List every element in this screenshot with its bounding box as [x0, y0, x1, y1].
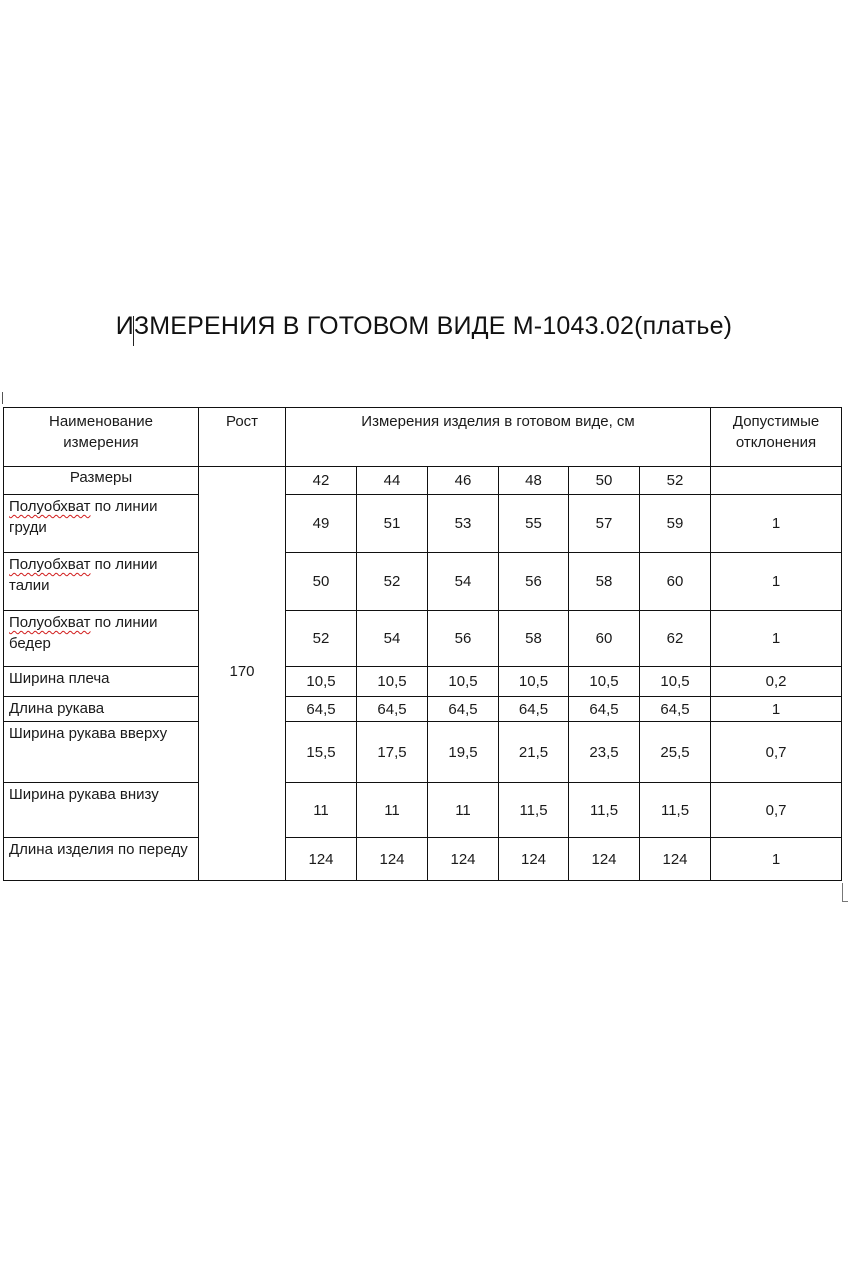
value-cell: 124 — [499, 838, 569, 881]
table-row — [4, 611, 842, 667]
growth-value: 170 — [199, 467, 286, 881]
value-cell: 124 — [640, 838, 711, 881]
value-cell: 124 — [357, 838, 428, 881]
row-label: Длина рукава — [4, 697, 199, 722]
row-label: Длина изделия по переду — [4, 838, 199, 881]
row-label — [4, 611, 199, 667]
value-cell: 11,5 — [499, 783, 569, 838]
value-cell: 52 — [357, 553, 428, 611]
value-cell: 10,5 — [357, 667, 428, 697]
value-cell: 62 — [640, 611, 711, 667]
size-cell: 50 — [569, 467, 640, 495]
value-cell: 10,5 — [640, 667, 711, 697]
table-row — [4, 553, 842, 611]
header-growth: Рост — [199, 408, 286, 467]
tolerance-cell: 1 — [711, 553, 842, 611]
tolerance-cell: 1 — [711, 697, 842, 722]
size-cell: 48 — [499, 467, 569, 495]
row-label — [4, 495, 199, 553]
sizes-row — [4, 467, 842, 495]
value-cell: 10,5 — [428, 667, 499, 697]
value-cell: 56 — [499, 553, 569, 611]
page-title: ИЗМЕРЕНИЯ В ГОТОВОМ ВИДЕ М-1043.02(платье) — [115, 312, 733, 340]
sizes-label: Размеры — [4, 467, 199, 495]
value-cell: 59 — [640, 495, 711, 553]
table-row — [4, 667, 842, 697]
size-cell: 46 — [428, 467, 499, 495]
value-cell: 124 — [428, 838, 499, 881]
size-cell: 52 — [640, 467, 711, 495]
value-cell: 124 — [286, 838, 357, 881]
value-cell: 52 — [286, 611, 357, 667]
tolerance-cell: 0,2 — [711, 667, 842, 697]
header-measurements: Измерения изделия в готовом виде, см — [286, 408, 711, 467]
value-cell: 60 — [569, 611, 640, 667]
value-cell: 10,5 — [499, 667, 569, 697]
table-row — [4, 722, 842, 783]
value-cell: 64,5 — [357, 697, 428, 722]
value-cell: 56 — [428, 611, 499, 667]
value-cell: 54 — [357, 611, 428, 667]
row-label — [4, 553, 199, 611]
value-cell: 25,5 — [640, 722, 711, 783]
row-label-rest: по линии талии — [9, 556, 158, 594]
header-tolerance: Допустимые отклонения — [711, 408, 842, 467]
value-cell: 58 — [569, 553, 640, 611]
row-label: Ширина рукава вверху — [4, 722, 199, 783]
value-cell: 64,5 — [569, 697, 640, 722]
value-cell: 64,5 — [428, 697, 499, 722]
value-cell: 11 — [286, 783, 357, 838]
value-cell: 50 — [286, 553, 357, 611]
value-cell: 11 — [428, 783, 499, 838]
row-label-spellcheck-word: Полуобхват — [9, 614, 91, 631]
value-cell: 11 — [357, 783, 428, 838]
measurements-table — [3, 407, 842, 881]
row-label-rest: по линии бедер — [9, 614, 158, 652]
value-cell: 19,5 — [428, 722, 499, 783]
tolerance-cell: 1 — [711, 838, 842, 881]
value-cell: 49 — [286, 495, 357, 553]
value-cell: 124 — [569, 838, 640, 881]
value-cell: 58 — [499, 611, 569, 667]
table-row — [4, 838, 842, 881]
size-cell: 42 — [286, 467, 357, 495]
value-cell: 15,5 — [286, 722, 357, 783]
tolerance-cell: 1 — [711, 611, 842, 667]
row-label: Ширина рукава внизу — [4, 783, 199, 838]
table-row — [4, 697, 842, 722]
header-name: Наименование измерения — [4, 408, 199, 467]
value-cell: 53 — [428, 495, 499, 553]
value-cell: 64,5 — [499, 697, 569, 722]
size-cell: 44 — [357, 467, 428, 495]
value-cell: 64,5 — [640, 697, 711, 722]
value-cell: 54 — [428, 553, 499, 611]
page-corner-mark-right — [842, 883, 848, 902]
value-cell: 17,5 — [357, 722, 428, 783]
row-label-rest: по линии груди — [9, 498, 158, 536]
header-row — [4, 408, 842, 467]
value-cell: 21,5 — [499, 722, 569, 783]
value-cell: 10,5 — [569, 667, 640, 697]
tolerance-cell: 0,7 — [711, 783, 842, 838]
tolerance-cell: 1 — [711, 495, 842, 553]
value-cell: 10,5 — [286, 667, 357, 697]
table-row — [4, 495, 842, 553]
table-row — [4, 783, 842, 838]
measurements-sheet — [3, 407, 841, 881]
value-cell: 23,5 — [569, 722, 640, 783]
value-cell: 60 — [640, 553, 711, 611]
value-cell: 57 — [569, 495, 640, 553]
row-label: Ширина плеча — [4, 667, 199, 697]
value-cell: 51 — [357, 495, 428, 553]
value-cell: 64,5 — [286, 697, 357, 722]
page-corner-mark — [2, 392, 3, 404]
size-tolerance-empty — [711, 467, 842, 495]
value-cell: 55 — [499, 495, 569, 553]
row-label-spellcheck-word: Полуобхват — [9, 498, 91, 515]
row-label-spellcheck-word: Полуобхват — [9, 556, 91, 573]
tolerance-cell: 0,7 — [711, 722, 842, 783]
value-cell: 11,5 — [569, 783, 640, 838]
value-cell: 11,5 — [640, 783, 711, 838]
